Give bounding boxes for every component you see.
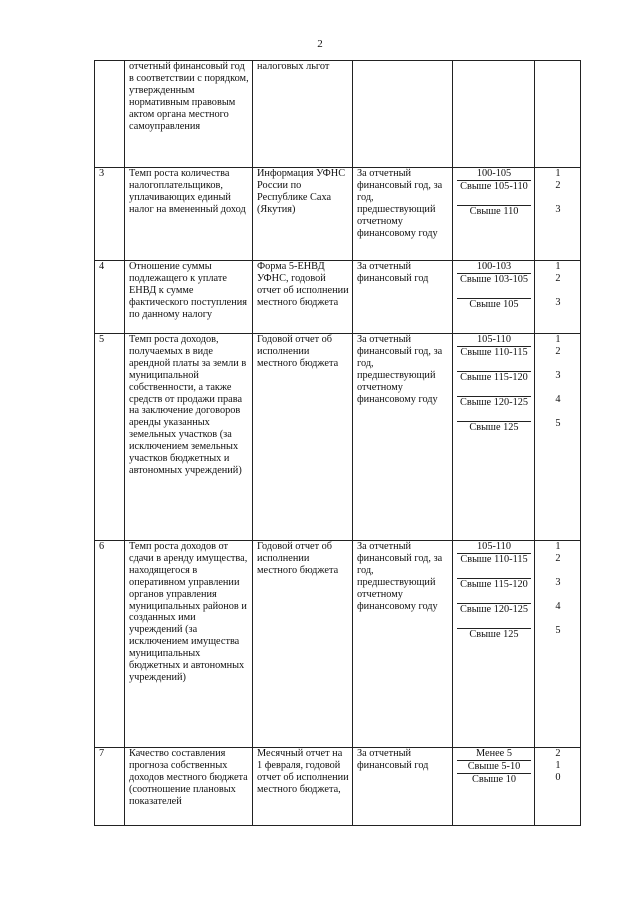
data-source-cell: Годовой отчет об исполнении местного бюджета	[253, 334, 353, 541]
points-cell	[535, 61, 581, 168]
row-number-cell: 3	[95, 168, 125, 261]
score-points: 2	[555, 346, 561, 357]
points-cell	[535, 168, 581, 261]
table-row	[95, 334, 581, 541]
period-cell	[353, 61, 453, 168]
data-source-cell: Месячный отчет на 1 февраля, годовой отчет об исполнении местного бюджета,	[253, 748, 353, 826]
value-range: Свыше 115-120	[457, 579, 531, 604]
data-source-cell: налоговых льгот	[253, 61, 353, 168]
period-cell: За отчетный финансовый год, за год, предшествующий отчетному финансовому году	[353, 334, 453, 541]
score-points: 5	[555, 625, 561, 636]
period-cell: За отчетный финансовый год, за год, предшествующий отчетному финансовому году	[353, 168, 453, 261]
score-points: 4	[555, 601, 561, 612]
points-cell	[535, 261, 581, 334]
table-row	[95, 168, 581, 261]
value-range: Свыше 105	[469, 299, 519, 310]
criteria-table	[94, 60, 581, 826]
row-number-cell: 6	[95, 541, 125, 748]
value-range-cell	[453, 168, 535, 261]
value-range: 105-110	[457, 334, 531, 347]
data-source-cell: Годовой отчет об исполнении местного бюджета	[253, 541, 353, 748]
indicator-name-cell: отчетный финансовый год в соответствии с порядком, утвержденным нормативным правовым актом органа местного самоуправления	[125, 61, 253, 168]
row-number-cell: 4	[95, 261, 125, 334]
score-points: 5	[555, 418, 561, 429]
score-points: 3	[555, 204, 561, 215]
value-range: Свыше 110-115	[457, 347, 531, 372]
indicator-name-cell: Темп роста доходов от сдачи в аренду имущества, находящегося в оперативном управлении органов управления муниципальных районов и созданных ими учреждений (за исключением имущества муниципальных бюджетных и автономных учреждений)	[125, 541, 253, 748]
score-points: 1	[555, 168, 561, 179]
indicator-name-cell: Темп роста доходов, получаемых в виде арендной платы за земли в муниципальной собственности, а также средств от продажи права на заключение договоров аренды указанных земельных участков (за исключением земельных участков бюджетных и автономных учреждений)	[125, 334, 253, 541]
score-points: 3	[555, 297, 561, 308]
score-points: 3	[555, 370, 561, 381]
value-range-cell	[453, 261, 535, 334]
value-range-cell	[453, 334, 535, 541]
value-range: Свыше 125	[469, 422, 519, 433]
points-cell	[535, 334, 581, 541]
value-range: 105-110	[457, 541, 531, 554]
data-source-cell: Форма 5-ЕНВД УФНС, годовой отчет об исполнении местного бюджета	[253, 261, 353, 334]
indicator-name-cell: Качество составления прогноза собственных доходов местного бюджета (соотношение плановых показателей	[125, 748, 253, 826]
value-range: Свыше 103-105	[457, 274, 531, 299]
indicator-name-cell: Отношение суммы подлежащего к уплате ЕНВД к сумме фактического поступления по данному налогу	[125, 261, 253, 334]
value-range: Свыше 5-10	[457, 761, 531, 774]
score-points: 2	[555, 748, 561, 759]
row-number-cell: 5	[95, 334, 125, 541]
value-range-cell	[453, 748, 535, 826]
indicator-name-cell: Темп роста количества налогоплательщиков, уплачивающих единый налог на вмененный доход	[125, 168, 253, 261]
value-range: Свыше 120-125	[457, 397, 531, 422]
value-range-cell	[453, 61, 535, 168]
value-range: Свыше 115-120	[457, 372, 531, 397]
table-row	[95, 61, 581, 168]
score-points: 1	[555, 261, 561, 272]
row-number-cell: 7	[95, 748, 125, 826]
period-cell: За отчетный финансовый год	[353, 261, 453, 334]
value-range: Свыше 10	[471, 774, 517, 785]
score-points: 2	[555, 180, 561, 191]
period-cell: За отчетный финансовый год, за год, предшествующий отчетному финансовому году	[353, 541, 453, 748]
period-cell: За отчетный финансовый год	[353, 748, 453, 826]
value-range: Свыше 110-115	[457, 554, 531, 579]
value-range: 100-103	[457, 261, 531, 274]
table-row	[95, 261, 581, 334]
value-range: 100-105	[457, 168, 531, 181]
table-row	[95, 748, 581, 826]
score-points: 2	[555, 553, 561, 564]
page-number: 2	[317, 38, 323, 50]
table-row	[95, 541, 581, 748]
value-range: Свыше 120-125	[457, 604, 531, 629]
value-range: Свыше 110	[469, 206, 519, 217]
points-cell	[535, 541, 581, 748]
row-number-cell	[95, 61, 125, 168]
score-points: 1	[555, 334, 561, 345]
score-points: 1	[555, 760, 561, 771]
points-cell	[535, 748, 581, 826]
score-points: 4	[555, 394, 561, 405]
score-points: 1	[555, 541, 561, 552]
score-points: 0	[555, 772, 561, 783]
value-range: Свыше 105-110	[457, 181, 531, 206]
score-points: 2	[555, 273, 561, 284]
score-points: 3	[555, 577, 561, 588]
value-range: Свыше 125	[469, 629, 519, 640]
value-range-cell	[453, 541, 535, 748]
value-range: Менее 5	[457, 748, 531, 761]
data-source-cell: Информация УФНС России по Республике Саха (Якутия)	[253, 168, 353, 261]
